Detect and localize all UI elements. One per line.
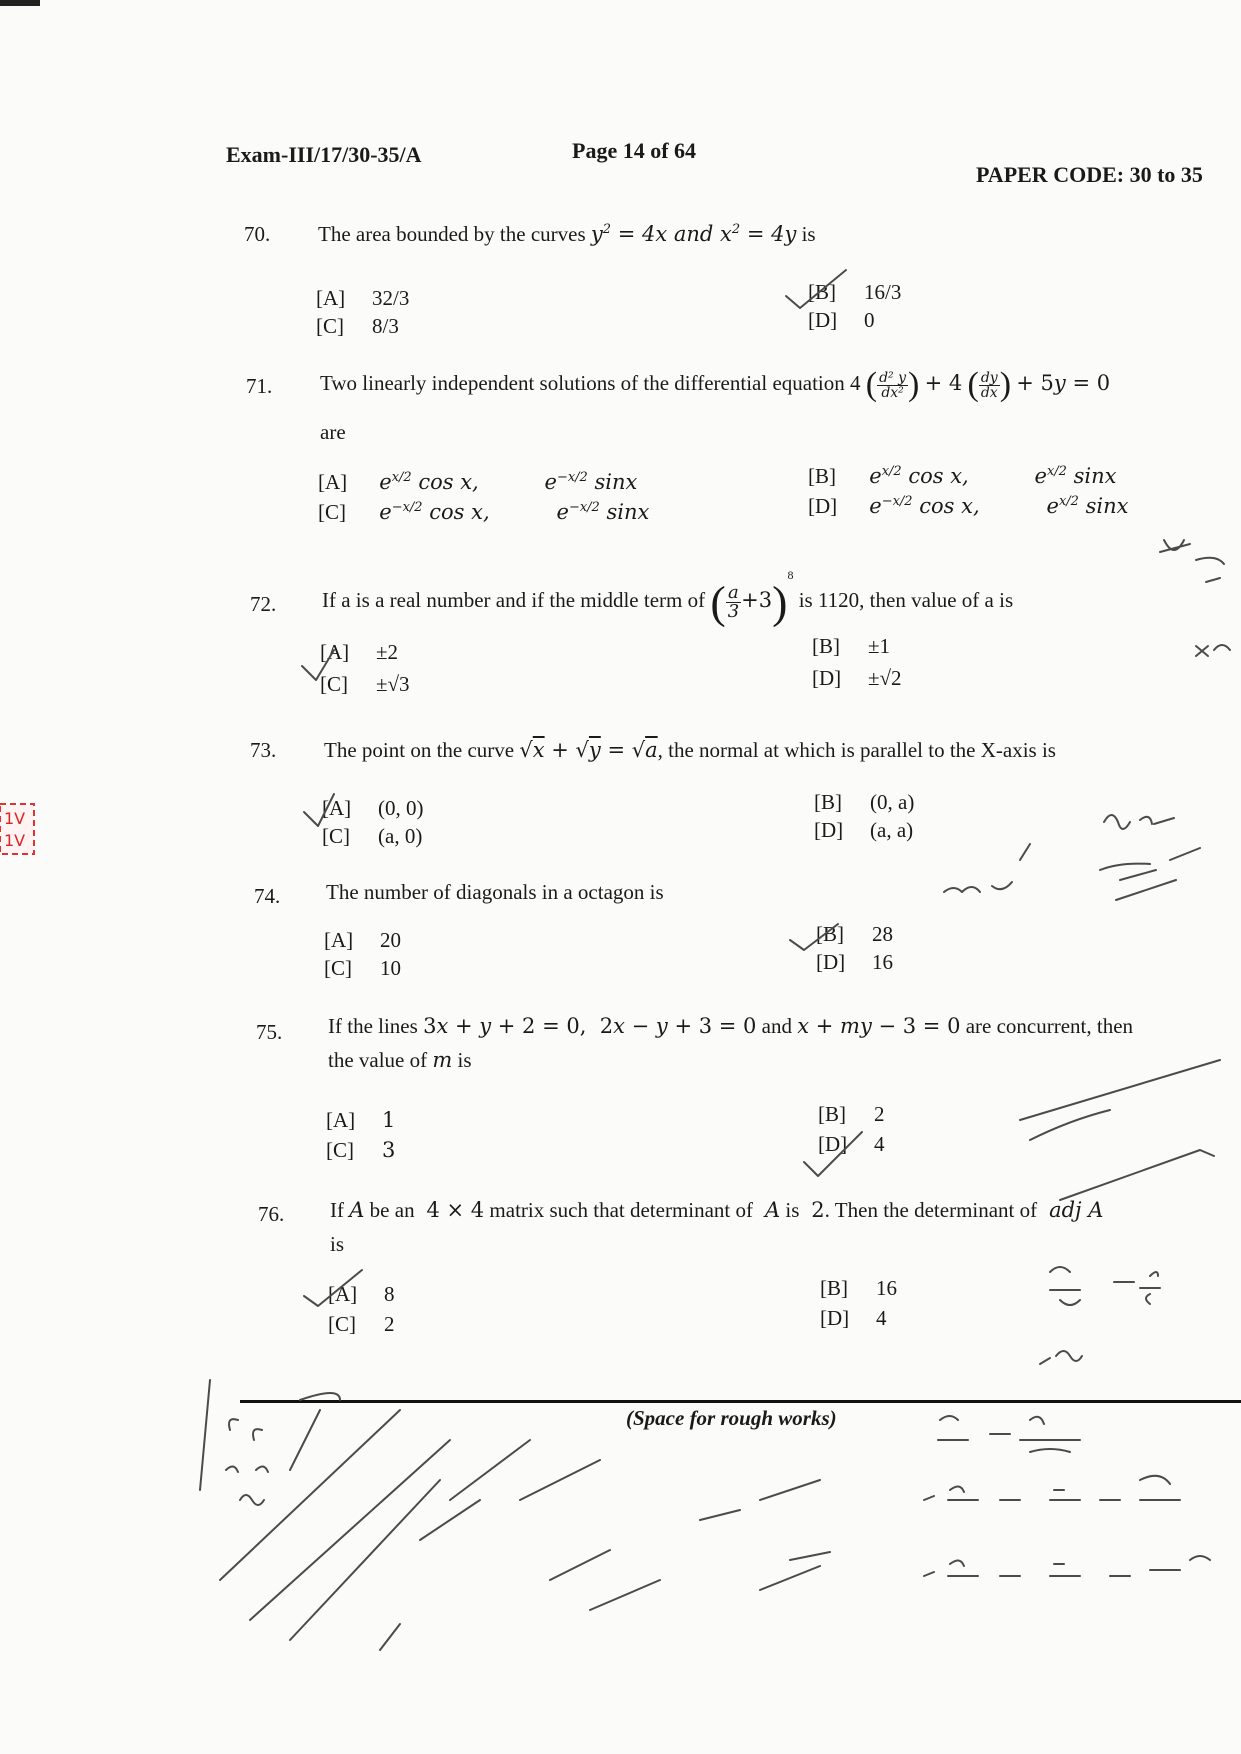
scan-edge-mark bbox=[0, 0, 40, 6]
option-a[interactable]: [A] ±2 bbox=[320, 640, 399, 664]
question-number: 76. bbox=[258, 1202, 285, 1226]
option-a[interactable]: [A] $e^{x/2}$ cos x, $e^{-x/2}$ sinx bbox=[318, 470, 638, 494]
question-text: If the lines 3x + y + 2 = 0, 2x − y + 3 = 0 and x + my − 3 = 0 are concurrent, then bbox=[328, 1014, 1134, 1038]
question-number: 71. bbox=[246, 374, 273, 398]
question-number: 73. bbox=[250, 738, 277, 762]
rough-calculation bbox=[938, 1416, 1080, 1452]
scribble bbox=[1100, 848, 1200, 900]
svg-text:1V: 1V bbox=[4, 831, 26, 850]
option-d[interactable]: [D] 4 bbox=[818, 1132, 885, 1156]
question-number: 75. bbox=[256, 1020, 283, 1044]
question-text-line2: are bbox=[320, 420, 346, 444]
question-text: The area bounded by the curves $y^2 = 4x$ and $x^2 = 4y$ is bbox=[318, 222, 816, 246]
option-c[interactable]: [C] ±√3 bbox=[320, 672, 410, 696]
question-text: Two linearly independent solutions of the differential equation 4 ( $\frac{\text{d² y}}{\text{dx²}}$ ) + 4 ( $\frac{dy}{dx}$ ) + 5y = 0 bbox=[320, 366, 1111, 403]
option-d[interactable]: [D] 16 bbox=[816, 950, 893, 974]
option-a[interactable]: [A] 32/3 bbox=[316, 286, 410, 310]
option-a[interactable]: [A] (0, 0) bbox=[322, 796, 424, 820]
rough-calculation bbox=[520, 1460, 830, 1610]
question-number: 70. bbox=[244, 222, 271, 246]
option-b[interactable]: [B] 16 bbox=[820, 1276, 897, 1300]
option-b[interactable]: [B] 2 bbox=[818, 1102, 885, 1126]
option-c[interactable]: [C] 3 bbox=[326, 1138, 396, 1162]
scribble bbox=[1196, 645, 1230, 656]
option-c[interactable]: [C] (a, 0) bbox=[322, 824, 423, 848]
option-c[interactable]: [C] 8/3 bbox=[316, 314, 399, 338]
option-d[interactable]: [D] ±√2 bbox=[812, 666, 902, 690]
option-c[interactable]: [C] 10 bbox=[324, 956, 401, 980]
option-d[interactable]: [D] $e^{-x/2}$ cos x, $e^{x/2}$ sinx bbox=[808, 494, 1129, 518]
option-d[interactable]: [D] 0 bbox=[808, 308, 875, 332]
question-number: 74. bbox=[254, 884, 281, 908]
question-text: The number of diagonals in a octagon is bbox=[326, 880, 664, 904]
option-b[interactable]: [B] ±1 bbox=[812, 634, 891, 658]
option-b[interactable]: [B] (0, a) bbox=[814, 790, 915, 814]
question-text-line2: is bbox=[330, 1232, 345, 1256]
rough-calculation bbox=[220, 1410, 530, 1650]
page-number: Page 14 of 64 bbox=[572, 138, 697, 163]
question-text: The point on the curve √x + √y = √a, the normal at which is parallel to the X-axis is bbox=[324, 738, 1056, 762]
scribble bbox=[1050, 1267, 1160, 1305]
question-text: If a is a real number and if the middle term of ( $\frac{a}{3}$ +3)$^8$ is 1120, then value of a is bbox=[322, 568, 1014, 628]
scribble bbox=[1020, 1060, 1220, 1200]
scribble bbox=[1040, 1351, 1082, 1364]
rough-work-label: (Space for rough works) bbox=[626, 1406, 837, 1430]
equation: √x + √y = √a bbox=[519, 738, 658, 762]
question-text: If A be an 4 × 4 matrix such that determinant of A is 2. Then the determinant of adj A bbox=[330, 1198, 1104, 1222]
svg-text:1V: 1V bbox=[4, 809, 26, 828]
scribble bbox=[1160, 540, 1224, 582]
exam-code: Exam-III/17/30-35/A bbox=[226, 142, 422, 167]
rough-calculation bbox=[924, 1476, 1180, 1500]
paper-code: PAPER CODE: 30 to 35 bbox=[976, 162, 1203, 187]
option-a[interactable]: [A] 1 bbox=[326, 1108, 396, 1132]
question-text-line2: the value of m is bbox=[328, 1048, 472, 1072]
option-b[interactable]: [B] 28 bbox=[816, 922, 893, 946]
option-c[interactable]: [C] 2 bbox=[328, 1312, 395, 1336]
option-a[interactable]: [A] 8 bbox=[328, 1282, 395, 1306]
option-b[interactable]: [B] $e^{x/2}$ cos x, $e^{x/2}$ sinx bbox=[808, 464, 1117, 488]
scan-side-stamp bbox=[0, 800, 40, 860]
rough-work-divider bbox=[240, 1400, 1241, 1403]
equation: $y^2 = 4x$ and $x^2 = 4y$ bbox=[590, 222, 797, 246]
scribble bbox=[1104, 815, 1174, 829]
option-c[interactable]: [C] $e^{-x/2}$ cos x, $e^{-x/2}$ sinx bbox=[318, 500, 650, 524]
option-a[interactable]: [A] 20 bbox=[324, 928, 401, 952]
option-d[interactable]: [D] (a, a) bbox=[814, 818, 914, 842]
rough-calculation bbox=[200, 1380, 340, 1505]
option-d[interactable]: [D] 4 bbox=[820, 1306, 887, 1330]
question-number: 72. bbox=[250, 592, 277, 616]
scribble bbox=[944, 844, 1030, 892]
option-b[interactable]: [B] 16/3 bbox=[808, 280, 902, 304]
rough-calculation bbox=[924, 1556, 1210, 1576]
